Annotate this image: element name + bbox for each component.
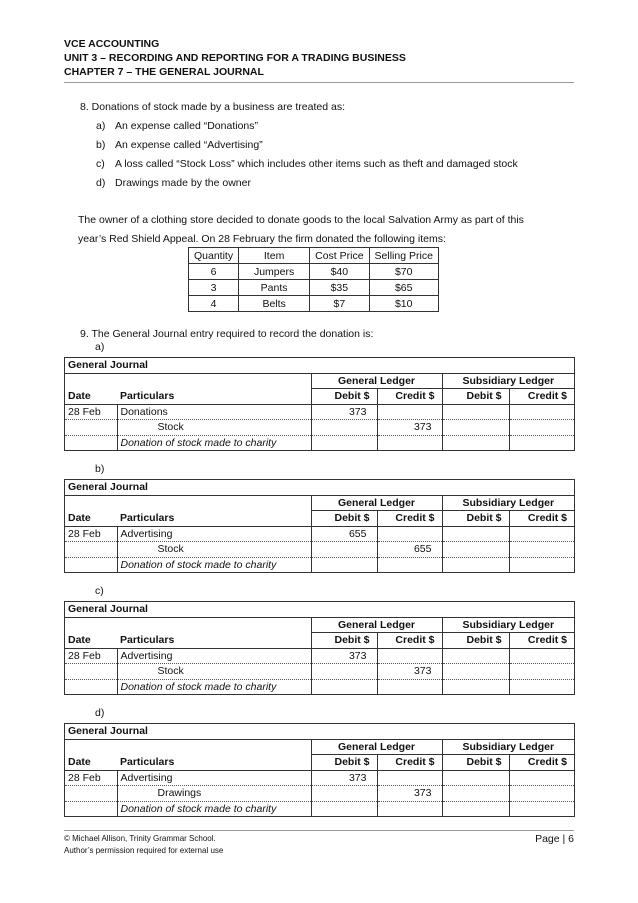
question-9-text: 9. The General Journal entry required to record the donation is: [80,328,374,340]
table-row: 28 Feb Advertising 373 [65,648,574,664]
particulars-header: Particulars [117,633,311,649]
subsidiary-ledger-header: Subsidiary Ledger [442,617,574,633]
table-row: Stock 373 [65,664,574,680]
option-c: c) A loss called “Stock Loss” which includes other items such as theft and damaged stock [96,158,518,170]
header-unit: UNIT 3 – RECORDING AND REPORTING FOR A TRADING BUSINESS [64,52,406,64]
donated-items-table [188,247,439,312]
table-row: 28 Feb Advertising 655 [65,526,574,542]
header-divider [64,82,574,83]
option-a-label: a) [95,341,105,353]
date-header: Date [65,389,117,405]
option-d-label: d) [95,707,105,719]
table-row: Donation of stock made to charity [65,801,574,816]
date-header: Date [65,511,117,527]
table-row: Donation of stock made to charity [65,557,574,572]
option-d: d) Drawings made by the owner [96,177,251,189]
general-ledger-header: General Ledger [311,739,442,755]
general-ledger-header: General Ledger [311,495,442,511]
items-row: 3 Pants $35 $65 [189,280,439,296]
subsidiary-ledger-header: Subsidiary Ledger [442,739,574,755]
journal-title: General Journal [65,724,574,739]
subsidiary-ledger-header: Subsidiary Ledger [442,373,574,389]
journal-title: General Journal [65,602,574,617]
journal-title: General Journal [65,358,574,373]
table-row: Stock 655 [65,542,574,558]
table-row: 28 Feb Donations 373 [65,404,574,420]
question-8 [80,98,580,193]
footer-divider [64,830,574,831]
option-a: a) An expense called “Donations” [96,120,259,132]
general-journal-c: General Journal General Ledger Subsidiary Ledger Date Particulars Debit $ Credit $ Debit $ Credit $ 28 Feb Advertising 373 Stock 373 Donation of stock made to charity [64,601,575,695]
general-journal-b: General Journal General Ledger Subsidiary Ledger Date Particulars Debit $ Credit $ Debit $ Credit $ 28 Feb Advertising 655 Stock 655 Donation of stock made to charity [64,479,575,573]
question-9 [80,326,373,343]
header-chapter: CHAPTER 7 – THE GENERAL JOURNAL [64,66,264,78]
option-c-label: c) [95,585,104,597]
table-row: Donation of stock made to charity [65,435,574,450]
items-header-row: Quantity Item Cost Price Selling Price [189,248,439,264]
document-header [64,37,574,79]
question-8-text: 8. Donations of stock made by a business are treated as: [80,101,345,113]
page-number: Page | 6 [535,833,574,845]
general-ledger-header: General Ledger [311,373,442,389]
option-b: b) An expense called “Advertising” [96,139,263,151]
general-journal-d: General Journal General Ledger Subsidiary Ledger Date Particulars Debit $ Credit $ Debit $ Credit $ 28 Feb Advertising 373 Drawings 373 Donation of stock made to charity [64,723,575,817]
general-journal-a: General Journal General Ledger Subsidiary Ledger Date Particulars Debit $ Credit $ Debit $ Credit $ 28 Feb Donations 373 Stock 373 Donation of stock made to charity [64,357,575,451]
option-b-label: b) [95,463,105,475]
header-subject: VCE ACCOUNTING [64,38,160,50]
items-row: 6 Jumpers $40 $70 [189,264,439,280]
subsidiary-ledger-header: Subsidiary Ledger [442,495,574,511]
journal-title: General Journal [65,480,574,495]
general-ledger-header: General Ledger [311,617,442,633]
date-header: Date [65,633,117,649]
particulars-header: Particulars [117,511,311,527]
scenario-paragraph: The owner of a clothing store decided to donate goods to the local Salvation Army as part of this year’s Red Shield Appeal. On 28 February the firm donated the following items: [78,214,524,245]
table-row: Donation of stock made to charity [65,679,574,694]
table-row: Stock 373 [65,420,574,436]
table-row: Drawings 373 [65,786,574,802]
particulars-header: Particulars [117,389,311,405]
table-row: 28 Feb Advertising 373 [65,770,574,786]
date-header: Date [65,755,117,771]
particulars-header: Particulars [117,755,311,771]
items-row: 4 Belts $7 $10 [189,296,439,312]
footer-copyright: © Michael Allison, Trinity Grammar School. Author’s permission required for external use [64,834,224,855]
